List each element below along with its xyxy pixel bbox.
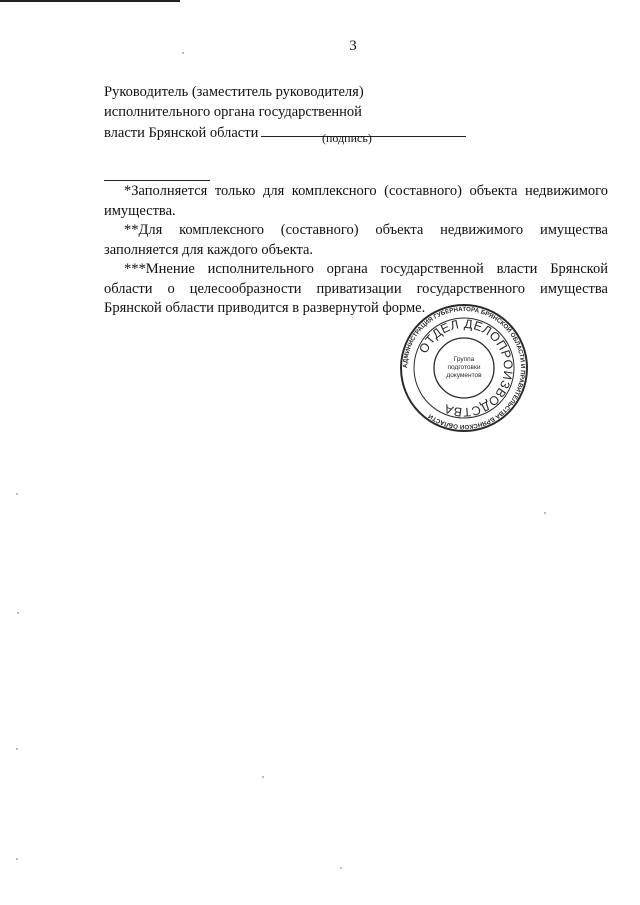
seal-center-line-3: документов bbox=[446, 372, 482, 379]
top-rule bbox=[0, 0, 180, 2]
signature-line-3 bbox=[104, 122, 466, 143]
scan-speck bbox=[262, 776, 264, 778]
page-number: 3 bbox=[349, 38, 357, 54]
seal-center-line-2: подготовки bbox=[447, 364, 481, 371]
official-seal-stamp bbox=[398, 302, 530, 434]
footnote-2: **Для комплексного (составного) объекта недвижимого имущества заполняется для каждого объекта. bbox=[104, 222, 608, 258]
signature-caption: (подпись) bbox=[322, 131, 372, 145]
scan-speck bbox=[17, 612, 19, 614]
scan-speck bbox=[340, 867, 342, 869]
seal-outer-text: АДМИНИСТРАЦИЯ ГУБЕРНАТОРА БРЯНСКОЙ ОБЛАСТИ И ПРАВИТЕЛЬСТВА БРЯНСКОЙ ОБЛАСТИ bbox=[401, 305, 527, 431]
signature-line-1: Руководитель (заместитель руководителя) bbox=[104, 84, 364, 100]
scan-speck bbox=[182, 52, 184, 54]
footnote-rule bbox=[104, 180, 210, 181]
seal-ring-text: ОТДЕЛ ДЕЛОПРОИЗВОДСТВА bbox=[416, 316, 516, 420]
scan-speck bbox=[16, 748, 18, 750]
footnote-1: *Заполняется только для комплексного (составного) объекта недвижимого имущества. bbox=[104, 183, 608, 219]
seal-center-line-1: Группа bbox=[453, 356, 475, 363]
scan-speck bbox=[544, 512, 546, 514]
signature-line-3-text: власти Брянской области bbox=[104, 125, 259, 141]
footnotes bbox=[104, 182, 608, 319]
scan-speck bbox=[16, 858, 18, 860]
scan-speck bbox=[16, 493, 18, 495]
signature-block bbox=[104, 82, 466, 143]
footnote-3: ***Мнение исполнительного органа государственной власти Брянской области о целесообразности приватизации государственного имущества Брянской области приводится в развернутой форме. bbox=[104, 261, 608, 316]
signature-line-2: исполнительного органа государственной bbox=[104, 104, 362, 120]
